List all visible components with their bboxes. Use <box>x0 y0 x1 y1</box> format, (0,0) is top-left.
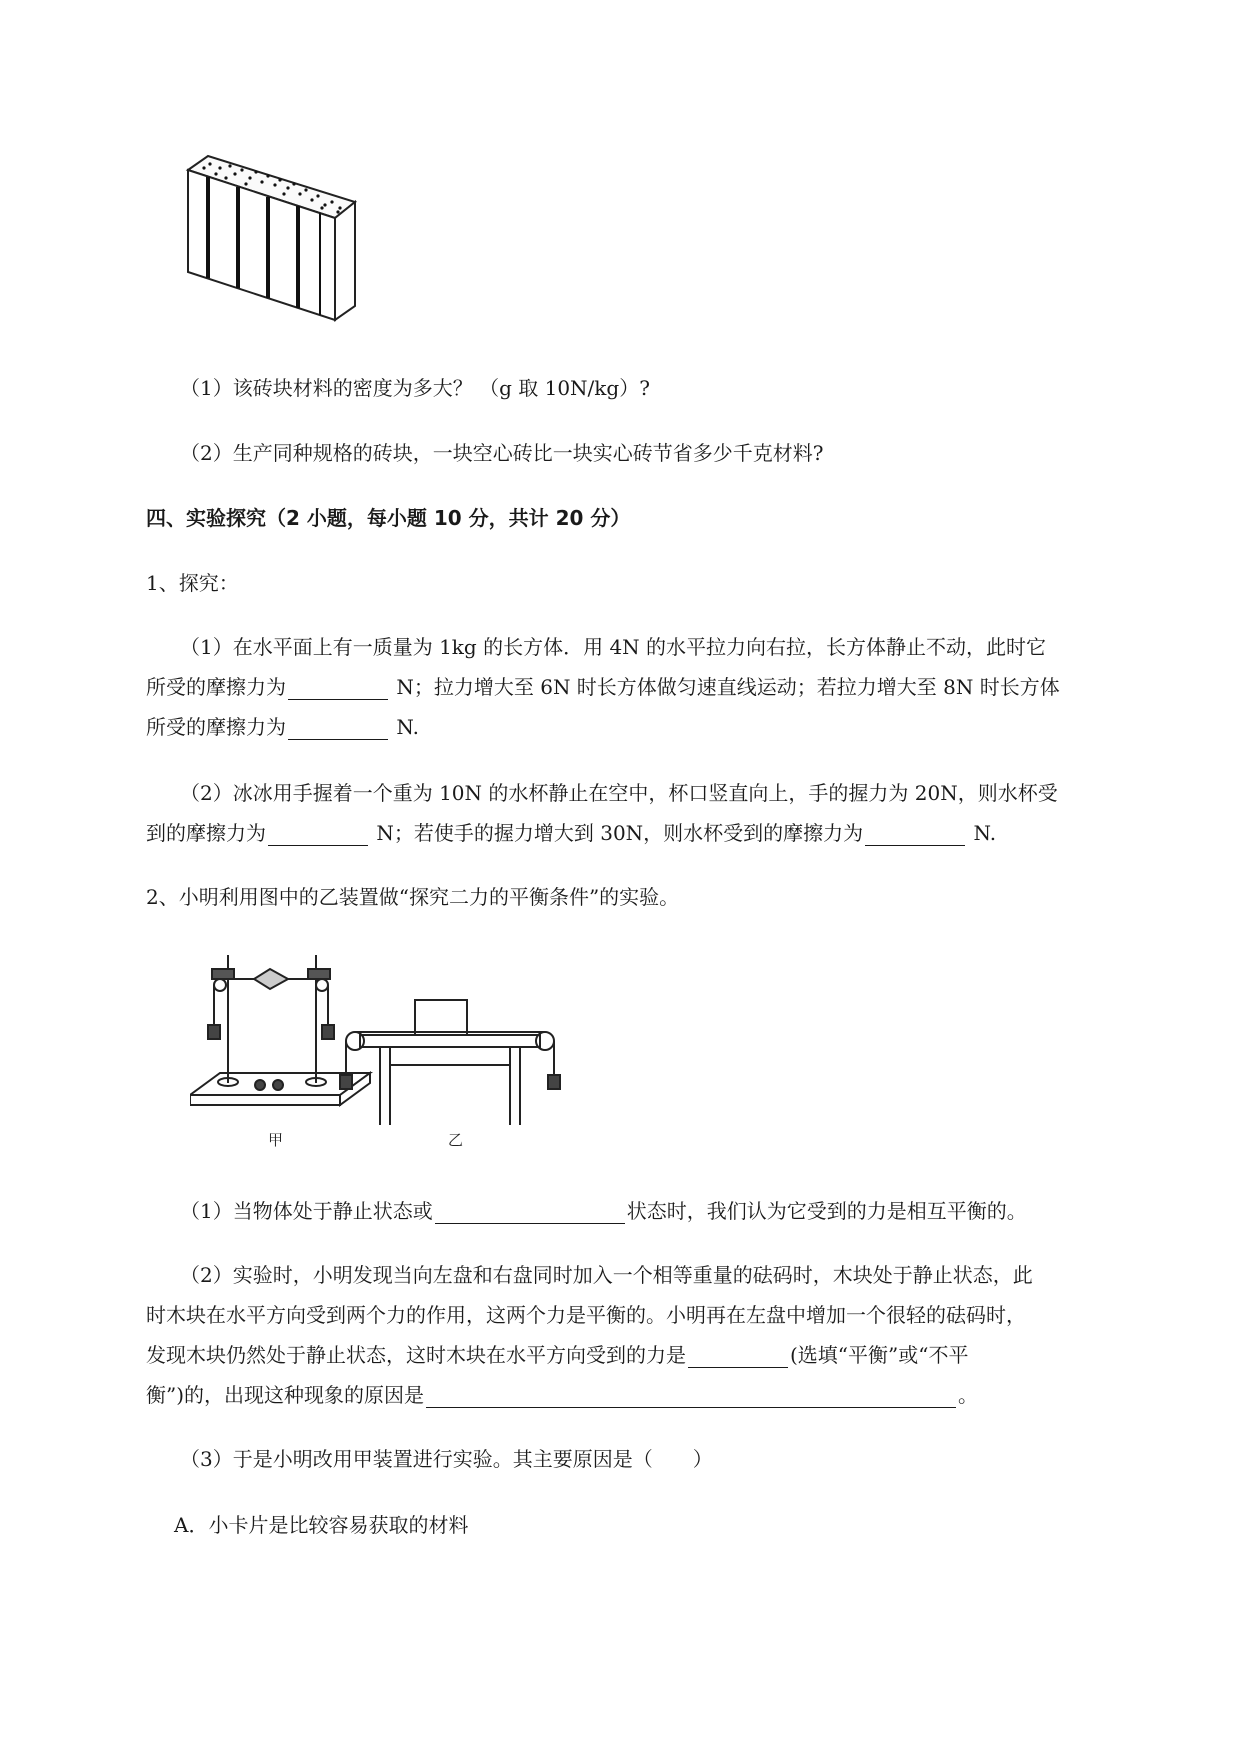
section-heading: 四、实验探究（2 小题，每小题 10 分，共计 20 分） <box>146 506 631 530</box>
q2-s1-text-b: 状态时，我们认为它受到的力是相互平衡的。 <box>626 1199 1027 1223</box>
q2-s2-line3-text-b: (选填“平衡”或“不平 <box>790 1343 969 1367</box>
q1-p2-line1: （2）冰冰用手握着一个重为 10N 的水杯静止在空中，杯口竖直向上，手的握力为 20N，则水杯受 <box>180 781 1058 805</box>
answer-blank-2[interactable] <box>288 717 388 740</box>
q1-p2-line2 <box>146 820 996 846</box>
q2-s2-line4 <box>146 1382 978 1408</box>
answer-blank-3[interactable] <box>268 823 368 846</box>
q2-option-a[interactable]: A．小卡片是比较容易获取的材料 <box>174 1513 469 1537</box>
q1-p2-line2-text-c: N. <box>967 821 997 845</box>
q2-s1-text-a: （1）当物体处于静止状态或 <box>180 1199 433 1223</box>
answer-blank-7[interactable] <box>426 1385 956 1408</box>
q2-s2-line3 <box>146 1342 968 1368</box>
q1-p2-line2-text-a: 到的摩擦力为 <box>146 821 266 845</box>
q1-p1-line3-text-a: 所受的摩擦力为 <box>146 715 286 739</box>
q1-p1-line2-text-a: 所受的摩擦力为 <box>146 675 286 699</box>
answer-blank-4[interactable] <box>865 823 965 846</box>
q2-s2-line4-text-a: 衡”)的，出现这种现象的原因是 <box>146 1383 425 1407</box>
q1-p2-line2-text-b: N；若使手的握力增大到 30N，则水杯受到的摩擦力为 <box>370 821 864 845</box>
q1-p1-line3-text-b: N. <box>390 715 419 739</box>
q2-s1 <box>180 1198 1027 1224</box>
q1-title: 1、探究： <box>146 571 239 595</box>
q2-s2-line4-text-b: 。 <box>958 1383 979 1407</box>
q2-s2-line2: 时木块在水平方向受到两个力的作用，这两个力是平衡的。小明再在左盘中增加一个很轻的砝码时， <box>146 1303 1026 1327</box>
q3-sub2: （2）生产同种规格的砖块，一块空心砖比一块实心砖节省多少千克材料? <box>180 441 824 465</box>
figure-label-yi: 乙 <box>448 1131 464 1149</box>
q1-p1-line3 <box>146 714 419 740</box>
answer-blank-1[interactable] <box>288 677 388 700</box>
q3-sub1: （1）该砖块材料的密度为多大？ （g 取 10N/kg）? <box>180 376 650 400</box>
q1-p1-line2 <box>146 674 1060 700</box>
figure-label-jia: 甲 <box>268 1131 284 1149</box>
q1-p1-line2-text-b: N；拉力增大至 6N 时长方体做匀速直线运动；若拉力增大至 8N 时长方体 <box>390 675 1060 699</box>
balance-apparatus-figure <box>190 945 610 1150</box>
q2-s2-line1: （2）实验时，小明发现当向左盘和右盘同时加入一个相等重量的砝码时，木块处于静止状态，此 <box>180 1263 1033 1287</box>
answer-blank-6[interactable] <box>688 1345 788 1368</box>
q2-s3: （3）于是小明改用甲装置进行实验。其主要原因是（ ） <box>180 1447 713 1471</box>
answer-blank-5[interactable] <box>435 1201 625 1224</box>
q2-s2-line3-text-a: 发现木块仍然处于静止状态，这时木块在水平方向受到的力是 <box>146 1343 686 1367</box>
q2-title: 2、小明利用图中的乙装置做“探究二力的平衡条件”的实验。 <box>146 885 680 909</box>
q1-p1-line1: （1）在水平面上有一质量为 1kg 的长方体．用 4N 的水平拉力向右拉，长方体静止不动，此时它 <box>180 635 1047 659</box>
hollow-brick-figure <box>180 150 360 330</box>
